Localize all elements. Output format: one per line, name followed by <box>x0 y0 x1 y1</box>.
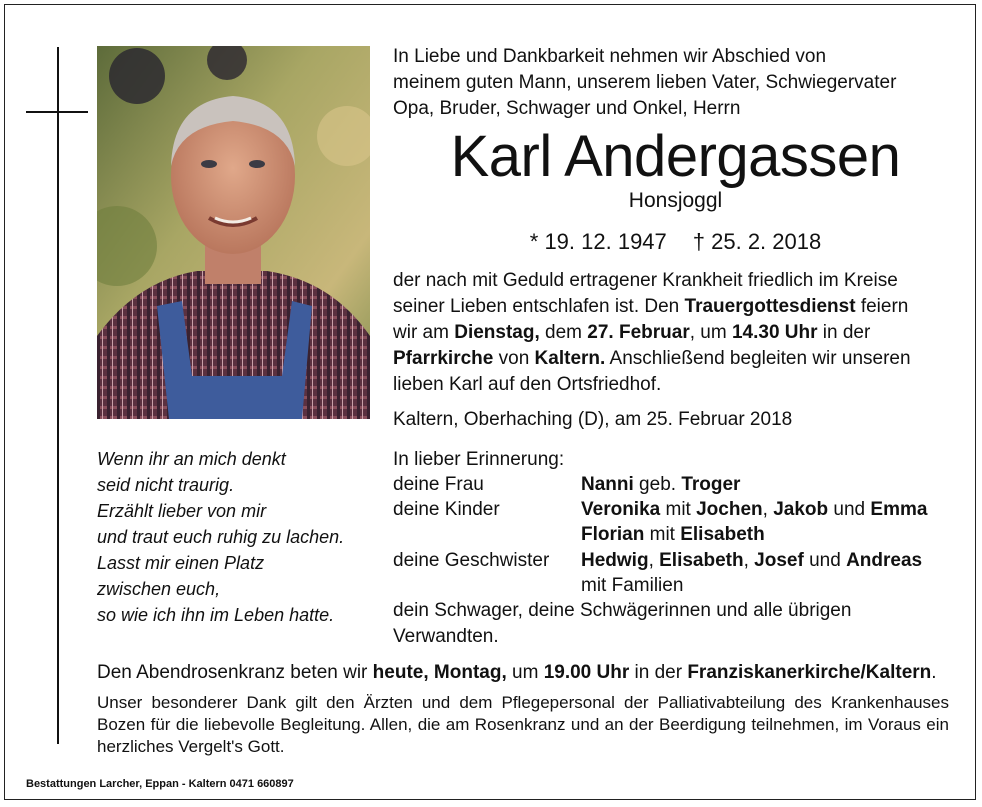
deceased-name: Karl Andergassen <box>450 124 901 189</box>
poem <box>97 446 344 628</box>
funeral-home-footer: Bestattungen Larcher, Eppan - Kaltern 0471 660897 <box>26 778 294 790</box>
thanks-text: Unser besonderer Dank gilt den Ärzten und dem Pflegepersonal der Palliativabteilung des Krankenhauses Bozen für die liebevolle Begleitung. Allen, die am Rosenkranz und an der Beerdigung teilnehmen, im Voraus ein herzliches Vergelt's Gott. <box>97 693 949 756</box>
death-date: † 25. 2. 2018 <box>692 229 822 254</box>
poem-line: Wenn ihr an mich denkt <box>97 449 286 469</box>
life-dates <box>393 229 958 255</box>
closing-line: Verwandten. <box>393 626 499 647</box>
service-text <box>393 268 911 398</box>
intro-line: In Liebe und Dankbarkeit nehmen wir Abschied von <box>393 46 827 67</box>
memory-label: In lieber Erinnerung: <box>393 449 565 470</box>
body-line: wir am Dienstag, dem 27. Februar, um 14.30 Uhr in der <box>393 322 871 343</box>
body-line: seiner Lieben entschlafen ist. Den Trauergottesdienst feiern <box>393 296 909 317</box>
intro-text <box>393 44 896 122</box>
closing-text <box>393 598 851 650</box>
poem-line: so wie ich ihn im Leben hatte. <box>97 605 335 625</box>
portrait-photo <box>97 46 370 419</box>
intro-line: meinem guten Mann, unserem lieben Vater, Schwiegervater <box>393 72 897 93</box>
place-date: Kaltern, Oberhaching (D), am 25. Februar 2018 <box>393 409 793 430</box>
closing-line: dein Schwager, deine Schwägerinnen und alle übrigen <box>393 600 852 621</box>
birth-date: * 19. 12. 1947 <box>529 229 667 254</box>
body-line: der nach mit Geduld ertragener Krankheit friedlich im Kreise <box>393 270 898 291</box>
poem-line: Erzählt lieber von mir <box>97 501 267 521</box>
body-line: lieben Karl auf den Ortsfriedhof. <box>393 374 662 395</box>
poem-line: Lasst mir einen Platz <box>97 553 265 573</box>
cross-horizontal <box>26 111 88 113</box>
portrait-illustration <box>97 46 370 419</box>
deceased-nickname: Honsjoggl <box>628 189 723 212</box>
cross-vertical <box>57 47 59 744</box>
poem-line: und traut euch ruhig zu lachen. <box>97 527 345 547</box>
intro-line: Opa, Bruder, Schwager und Onkel, Herrn <box>393 98 741 119</box>
body-line: Pfarrkirche von Kaltern. Anschließend begleiten wir unseren <box>393 348 911 369</box>
poem-line: zwischen euch, <box>97 579 221 599</box>
poem-line: seid nicht traurig. <box>97 475 235 495</box>
rosary-notice: Den Abendrosenkranz beten wir heute, Montag, um 19.00 Uhr in der Franziskanerkirche/Kaltern. <box>97 662 937 683</box>
